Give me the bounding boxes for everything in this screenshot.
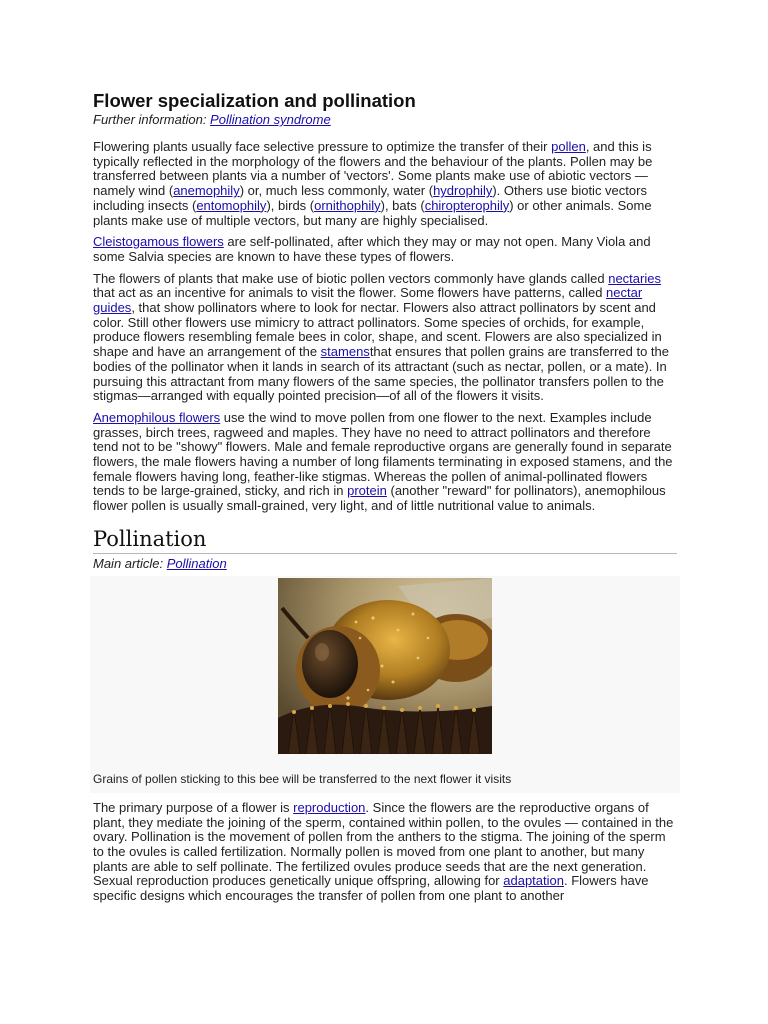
protein-link[interactable]: protein (347, 483, 387, 499)
paragraph-nectaries: The flowers of plants that make use of biotic pollen vectors commonly have glands called nectaries that act as an incentive for animals to visit the flower. Some flowers have patterns, called nectar guides, that show pollinators where to look for nectar. Flowers also attract pollinators by scent and color. Still other flowers use mimicry to attract pollinators. Some species of orchids, for example, produce flowers resembling female bees in color, shape, and scent. Flowers are also specialized in shape and have an arrangement of the stamensthat ensures that pollen grains are transferred to the bodies of the pollinator when it lands in search of its attractant (such as nectar, pollen, or a mate). In pursuing this attractant from many flowers of the same species, the pollinator transfers pollen to the stigmas—arranged with equally pointed precision—of all of the flowers it visits. (93, 270, 669, 404)
reproduction-link[interactable]: reproduction (293, 799, 366, 815)
pollen-link[interactable]: pollen (551, 139, 586, 154)
hydrophily-link[interactable]: hydrophily (433, 183, 493, 199)
anemophilous-flowers-link[interactable]: Anemophilous flowers (93, 409, 221, 425)
bee-figure (90, 576, 680, 793)
cleistogamous-flowers-link[interactable]: Cleistogamous flowers (93, 234, 224, 250)
nectaries-link[interactable]: nectaries (608, 270, 661, 286)
figure-caption: Grains of pollen sticking to this bee will be transferred to the next flower it visits (93, 771, 512, 786)
paragraph-cleistogamous: Cleistogamous flowers are self-pollinated, after which they may or may not open. Many Viola and some Salvia species are known to have these types of flowers. (93, 234, 651, 264)
anemophily-link[interactable]: anemophily (173, 183, 240, 199)
stamens-link[interactable]: stamens (320, 344, 370, 360)
section-heading-pollination: Pollination (93, 526, 677, 554)
paragraph-reproduction: The primary purpose of a flower is reproduction. Since the flowers are the reproductive organs of plant, they mediate the joining of the sperm, contained within pollen, to the ovules — contained in the ovary. Pollination is the movement of pollen from the anthers to the stigma. The joining of the sperm to the ovules is called fertilization. Normally pollen is moved from one plant to another, but many plants are able to self pollinate. The fertilized ovules produce seeds that are the next generation. Sexual reproduction produces genetically unique offspring, allowing for adaptation. Flowers have specific designs which encourages the transfer of pollen from one plant to another (93, 799, 674, 904)
further-information-hatnote: Further information: Pollination syndrome (93, 112, 331, 127)
entomophily-link[interactable]: entomophily (196, 197, 267, 213)
pollination-syndrome-link[interactable]: Pollination syndrome (210, 112, 331, 127)
bee-pollen-image[interactable] (278, 578, 492, 754)
article-content (93, 90, 677, 911)
paragraph-vectors: Flowering plants usually face selective pressure to optimize the transfer of their pollen, and this is typically reflected in the morphology of the flowers and the behaviour of the plants. Pollen may be transferred between plants via a number of 'vectors'. Some plants make use of abiotic vectors — namely wind (anemophily) or, much less commonly, water (hydrophily). Others use biotic vectors including insects (entomophily), birds (ornithophily), bats (chiropterophily) or other animals. Some plants make use of multiple vectors, but many are highly specialised. (93, 139, 653, 228)
section-heading-flower-specialization: Flower specialization and pollination (93, 90, 416, 111)
main-article-hatnote: Main article: Pollination (93, 555, 227, 571)
adaptation-link[interactable]: adaptation (503, 873, 564, 889)
paragraph-anemophilous: Anemophilous flowers use the wind to move pollen from one flower to the next. Examples include grasses, birch trees, ragweed and maples. They have no need to attract pollinators and therefore tend not to be "showy" flowers. Male and female reproductive organs are generally found in separate flowers, the male flowers having a number of long filaments terminating in exposed stamens, and the female flowers having long, feather-like stigmas. Whereas the pollen of animal-pollinated flowers tends to be large-grained, sticky, and rich in protein (another "reward" for pollinators), anemophilous flower pollen is usually small-grained, very light, and of little nutritional value to animals. (93, 409, 673, 514)
pollination-link[interactable]: Pollination (166, 555, 227, 571)
ornithophily-link[interactable]: ornithophily (314, 197, 381, 213)
chiropterophily-link[interactable]: chiropterophily (424, 197, 510, 213)
nectar-guides-link[interactable]: nectar guides (93, 285, 643, 316)
